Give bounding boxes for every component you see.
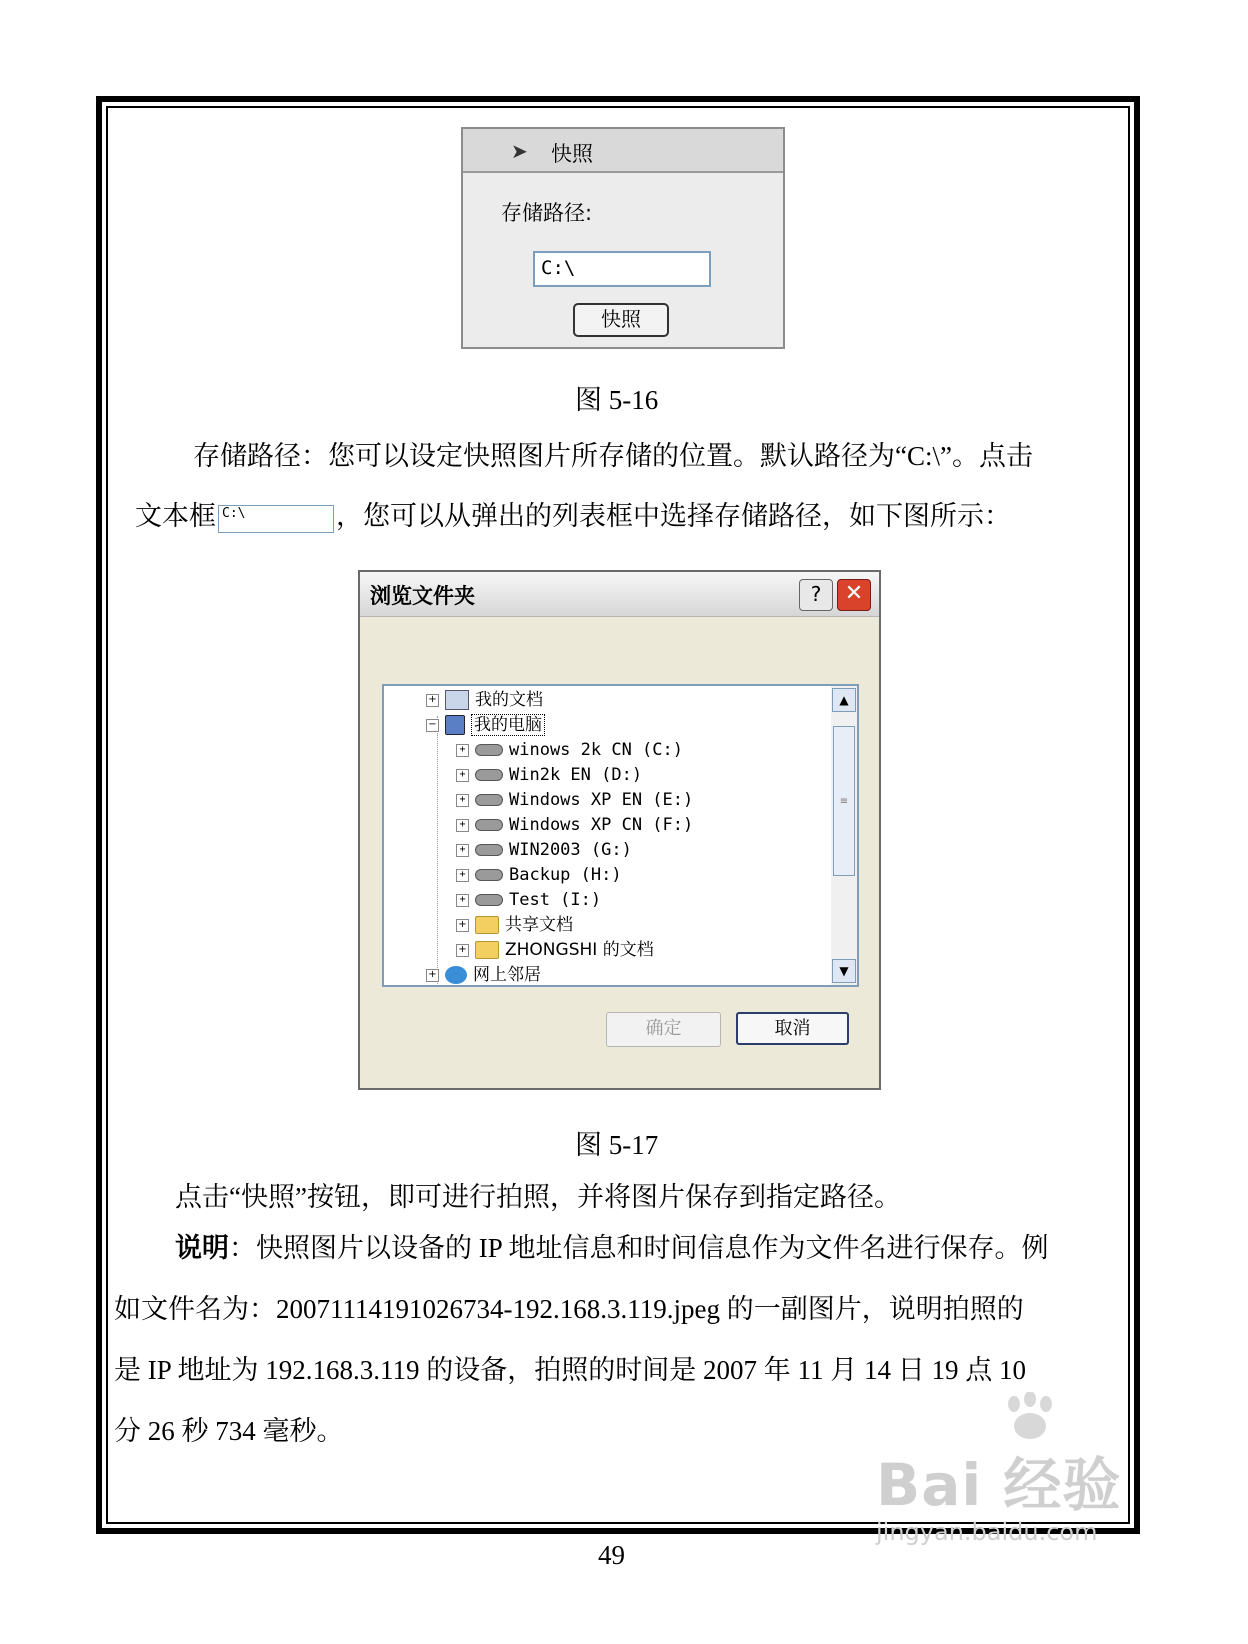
- paragraph-storage-line2-rest: ，您可以从弹出的列表框中选择存储路径，如下图所示：: [336, 501, 1011, 531]
- tree-item-my-computer[interactable]: − 我的电脑: [426, 713, 545, 737]
- expand-icon[interactable]: +: [426, 694, 439, 707]
- snapshot-panel-title: 快照: [551, 142, 593, 166]
- drive-icon: [475, 844, 503, 856]
- tree-item-my-documents[interactable]: + 我的文档: [426, 688, 543, 712]
- browse-folder-dialog: [358, 570, 881, 1090]
- expand-icon[interactable]: +: [456, 794, 469, 807]
- scroll-thumb[interactable]: ≡: [833, 726, 855, 876]
- documents-icon: [445, 690, 469, 710]
- expand-icon[interactable]: +: [456, 769, 469, 782]
- drive-icon: [475, 769, 503, 781]
- paragraph-note-line3: 是 IP 地址为 192.168.3.119 的设备，拍照的时间是 2007 年 11 月 14 日 19 点 10: [114, 1355, 1027, 1385]
- page-number: 49: [598, 1540, 625, 1570]
- paragraph-storage-line1: 存储路径：您可以设定快照图片所存储的位置。默认路径为“C:\”。点击: [193, 441, 1033, 471]
- tree-item-drive-d[interactable]: + Win2k EN (D:): [456, 763, 642, 787]
- drive-icon: [475, 869, 503, 881]
- watermark-url: jingyan.baidu.com: [876, 1518, 1098, 1546]
- drive-icon: [475, 744, 503, 756]
- computer-icon: [445, 715, 465, 735]
- network-icon: [445, 966, 467, 984]
- cancel-button[interactable]: 取消: [736, 1012, 849, 1045]
- folder-icon: [475, 941, 499, 959]
- figure-caption-5-17: 图 5-17: [575, 1130, 659, 1160]
- tree-item-drive-f[interactable]: + Windows XP CN (F:): [456, 813, 693, 837]
- paragraph-note-line4: 分 26 秒 734 毫秒。: [114, 1416, 344, 1446]
- expand-arrow-icon: ➤: [511, 139, 528, 163]
- expand-icon[interactable]: +: [456, 844, 469, 857]
- drive-icon: [475, 794, 503, 806]
- drive-icon: [475, 819, 503, 831]
- dialog-titlebar[interactable]: [360, 572, 879, 617]
- expand-icon[interactable]: +: [456, 869, 469, 882]
- expand-icon[interactable]: +: [456, 744, 469, 757]
- paragraph-click-snapshot: 点击“快照”按钮，即可进行拍照，并将图片保存到指定路径。: [175, 1182, 901, 1212]
- expand-icon[interactable]: +: [426, 969, 439, 982]
- tree-guide-line: [437, 716, 438, 987]
- note-label: 说明: [175, 1233, 229, 1263]
- baidu-watermark: [876, 1438, 1121, 1546]
- scroll-up-icon[interactable]: ▲: [832, 688, 856, 712]
- help-button[interactable]: ?: [799, 579, 833, 611]
- vertical-scrollbar[interactable]: [831, 686, 857, 985]
- path-label: 存储路径:: [501, 201, 593, 225]
- drive-icon: [475, 894, 503, 906]
- paragraph-note-line2: 如文件名为：20071114191026734-192.168.3.119.jpeg 的一副图片，说明拍照的: [114, 1294, 1024, 1324]
- tree-item-drive-h[interactable]: + Backup (H:): [456, 863, 622, 887]
- expand-icon[interactable]: +: [456, 819, 469, 832]
- snapshot-button[interactable]: 快照: [573, 303, 669, 337]
- dialog-title: 浏览文件夹: [370, 584, 475, 608]
- paragraph-note-line1: 说明：快照图片以设备的 IP 地址信息和时间信息作为文件名进行保存。例: [175, 1233, 1049, 1263]
- folder-tree[interactable]: [382, 684, 859, 987]
- tree-item-network[interactable]: + 网上邻居: [426, 963, 541, 987]
- expand-icon[interactable]: +: [456, 919, 469, 932]
- snapshot-panel: [461, 127, 785, 349]
- watermark-logo: Bai 经验: [876, 1451, 1122, 1519]
- snapshot-panel-header[interactable]: [463, 129, 783, 173]
- paw-logo-icon: [1000, 1392, 1060, 1442]
- expand-icon[interactable]: +: [456, 944, 469, 957]
- tree-item-zhongshi-docs[interactable]: + ZHONGSHI 的文档: [456, 938, 654, 962]
- tree-item-drive-e[interactable]: + Windows XP EN (E:): [456, 788, 693, 812]
- figure-caption-5-16: 图 5-16: [575, 385, 659, 415]
- tree-item-shared-docs[interactable]: + 共享文档: [456, 913, 573, 937]
- tree-item-drive-c[interactable]: + winows 2k CN (C:): [456, 738, 683, 762]
- expand-icon[interactable]: +: [456, 894, 469, 907]
- scroll-down-icon[interactable]: ▼: [832, 959, 856, 983]
- tree-item-drive-g[interactable]: + WIN2003 (G:): [456, 838, 632, 862]
- tree-item-drive-i[interactable]: + Test (I:): [456, 888, 601, 912]
- inline-path-textbox: C:\: [218, 505, 334, 533]
- collapse-icon[interactable]: −: [426, 719, 439, 732]
- paragraph-storage-line2: [135, 501, 1011, 533]
- folder-icon: [475, 916, 499, 934]
- text-box-label: 文本框: [135, 501, 216, 531]
- close-button[interactable]: ✕: [837, 579, 871, 611]
- path-input[interactable]: C:\: [533, 251, 711, 287]
- ok-button[interactable]: 确定: [606, 1012, 721, 1047]
